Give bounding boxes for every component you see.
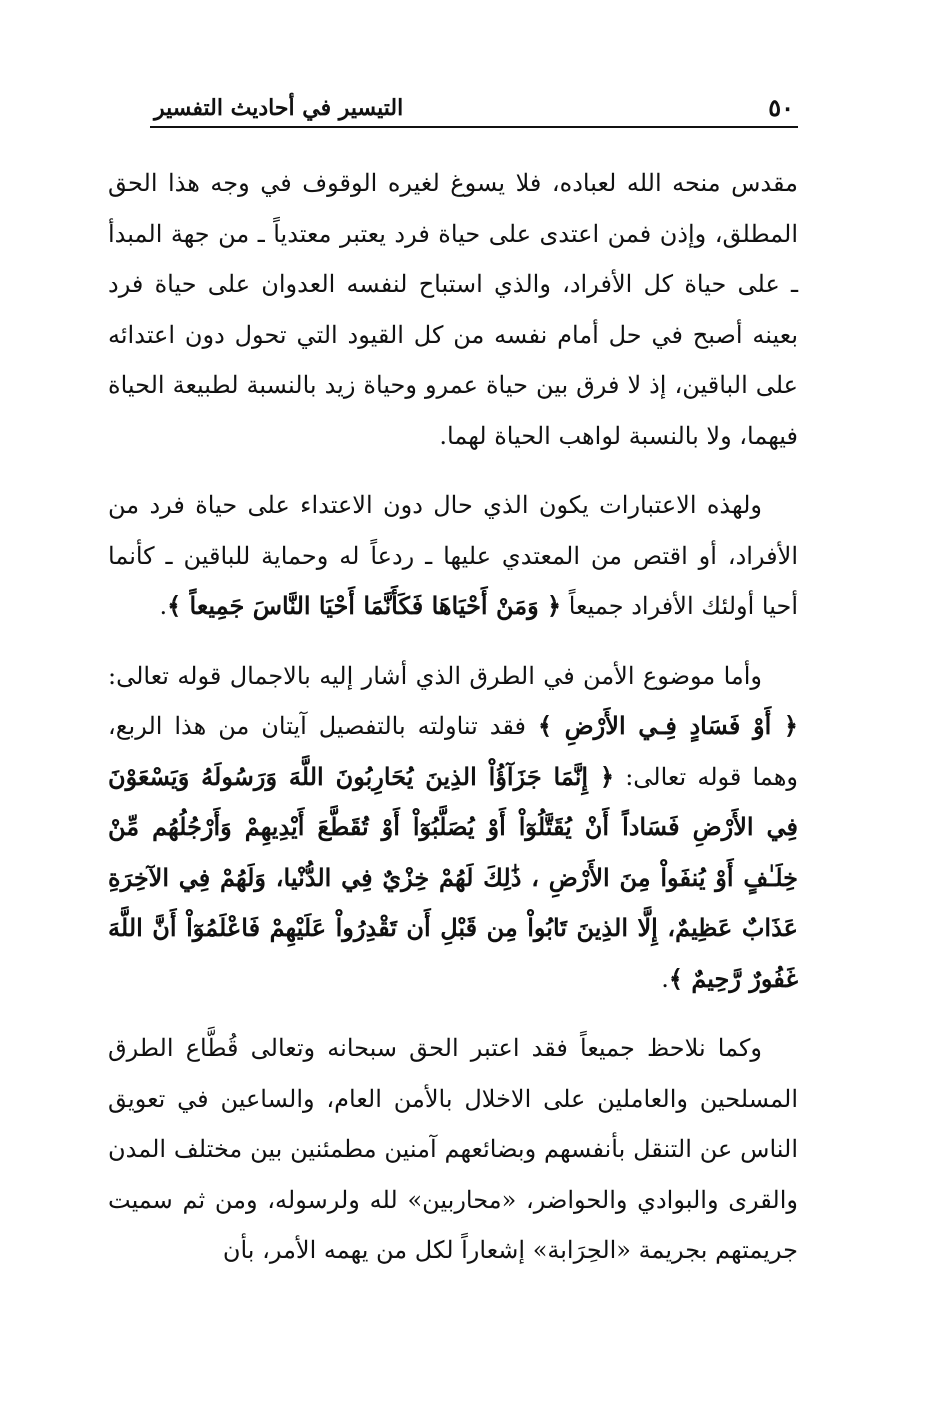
quran-verse: ﴿ وَمَنْ أَحْيَاهَا فَكَأَنَّمَا أَحْيَا النَّاسَ جَمِيعاً ﴾ [167,591,562,620]
running-header [150,92,798,128]
body-text [108,158,798,1295]
paragraph-3-text: وأما موضوع الأمن في الطرق الذي أشار إليه بالاجمال قوله تعالى: [108,661,762,690]
paragraph-3 [108,651,798,1005]
paragraph-4 [108,1023,798,1276]
paragraph-2 [108,480,798,632]
book-title: التيسير في أحاديث التفسير [154,95,404,121]
quran-verse: ﴿ أَوْ فَسَادٍ فِـي الأَرْضِ ﴾ [537,711,798,740]
paragraph-1 [108,158,798,461]
paragraph-2-text: ولهذه الاعتبارات يكون الذي حال دون الاعتداء على حياة فرد من الأفراد، أو اقتص من المعتدي عليها ـ ردعاً له وحماية للباقين ـ كأنما أحيا أولئك الأفراد جميعاً [108,491,798,620]
page-number: ٥٠ [768,93,794,122]
paragraph-4-text: وكما نلاحظ جميعاً فقد اعتبر الحق سبحانه وتعالى قُطَّاع الطرق المسلحين والعاملين على الاخلال بالأمن العام، والساعين في تعويق الناس عن التنقل بأنفسهم وبضائعهم آمنين مطمئنين بين مختلف المدن والقرى والبوادي والحواضر، «محاربين» لله ولرسوله، ومن ثم سميت جريمتهم بجريمة «الحِرَابة» إشعاراً لكل من يهمه الأمر، بأن [108,1034,798,1264]
paragraph-3-end: . [661,964,669,993]
paragraph-1-text: مقدس منحه الله لعباده، فلا يسوغ لغيره الوقوف في وجه هذا الحق المطلق، وإذن فمن اعتدى على حياة فرد يعتبر معتدياً ـ من جهة المبدأ ـ على حياة كل الأفراد، والذي استباح لنفسه العدوان على حياة فرد بعينه أصبح في حل أمام نفسه من كل القيود التي تحول دون اعتدائه على الباقين، إذ لا فرق بين حياة عمرو وحياة زيد بالنسبة لطبيعة الحياة فيهما، ولا بالنسبة لواهب الحياة لهما. [108,169,798,450]
quran-verse: ﴿ إِنَّمَا جَزَآؤُاْ الذِينَ يُحَارِبُونَ اللَّهَ وَرَسُولَهُ وَيَسْعَوْنَ فِي الأَرْضِ فَسَاداً أَنْ يُقَتَّلُوٓاْ أَوْ يُصَلَّبُوٓاْ أَوْ تُقَطَّعَ أَيْدِيهِمْ وَأَرْجُلُهُم مِّنْ خِلَـٰفٍ أَوْ يُنفَواْ مِنَ الأَرْضِ ، ذَٰلِكَ لَهُمْ خِزْيٌ فِي الدُّنْيا، وَلَهُمْ فِي الآخِرَةِ عَذَابٌ عَظِيمٌ، إِلَّا الذِينَ تَابُواْ مِن قَبْلِ أَن تَقْدِرُواْ عَلَيْهِمْ فَاعْلَمُوٓاْ أَنَّ اللَّهَ غَفُورٌ رَّحِيمٌ ﴾ [108,761,798,993]
paragraph-3-middle: فقد تناولته بالتفصيل آيتان من هذا الربع، وهما قوله تعالى: [108,712,798,791]
paragraph-2-end: . [159,592,168,620]
